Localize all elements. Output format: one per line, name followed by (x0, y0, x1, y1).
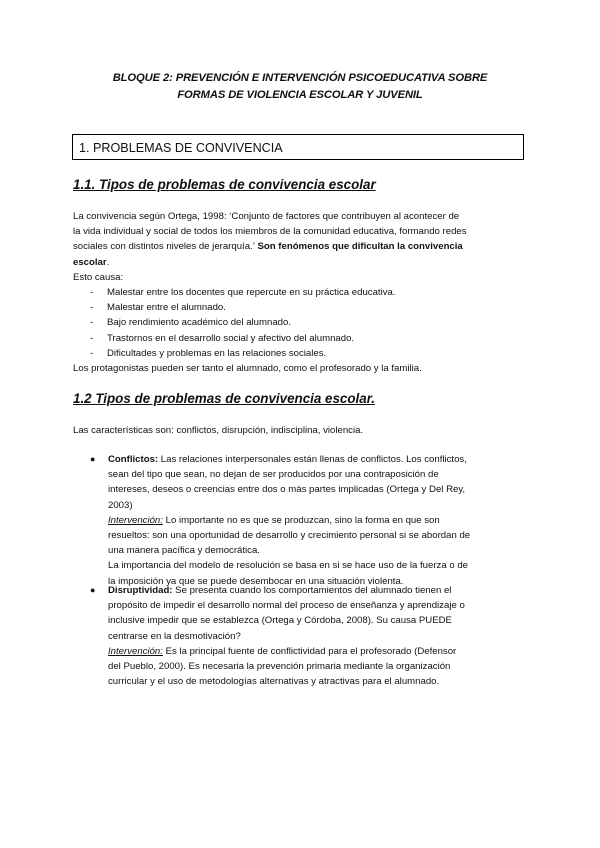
list-item: - Malestar entre los docentes que repercute en su práctica educativa. (90, 285, 396, 300)
characteristics-paragraph: Las características son: conflictos, disrupción, indisciplina, violencia. (73, 425, 364, 436)
document-title (60, 70, 540, 104)
paragraph-bold-text: Son fenómenos que dificultan la convivencia (254, 241, 463, 253)
bullet-dot-icon: ● (90, 585, 96, 595)
paragraph-line (73, 239, 533, 254)
section-1-heading: 1. PROBLEMAS DE CONVIVENCIA (79, 141, 283, 155)
list-item: - Dificultades y problemas en las relaciones sociales. (90, 346, 396, 361)
dash-bullet: - (90, 287, 94, 298)
list-item: - Malestar entre el alumnado. (90, 300, 396, 315)
bullet-dot-icon: ● (90, 454, 96, 464)
esto-causa-label: Esto causa: (73, 271, 124, 283)
intervencion-label: Intervención: (108, 645, 163, 657)
paragraph-bold-text: escolar (73, 256, 107, 268)
subsection-1-1-heading: 1.1. Tipos de problemas de convivencia escolar (73, 177, 376, 192)
dash-bullet: - (90, 332, 94, 344)
paragraph-line: la vida individual y social de todos los miembros de la comunidad educativa, formando redes (73, 226, 467, 238)
title-line-2: FORMAS DE VIOLENCIA ESCOLAR Y JUVENIL (177, 89, 423, 101)
list-item: - Bajo rendimiento académico del alumnado. (90, 315, 396, 330)
dash-bullet: - (90, 347, 94, 359)
intervencion-label: Intervención: (108, 514, 163, 526)
subsection-1-1-paragraph (73, 209, 533, 285)
bullet-conflictos: ● Conflictos: Las relaciones interpersonales están llenas de conflictos. Los conflictos, sean del tipo que sean, no dejan de ser producidos por una contraposición de intereses, deseos o creencias entre dos o más partes implicadas (Ortega y Del Rey, 2003) Intervención: Lo importante no es que se produzcan, sino la forma en que son resueltos: son una oportunidad de desarrollo y crecimiento personal si se abordan de una manera pacífica y democrática. La importancia del modelo de resolución se basa en si se hace uso de la fuerza o de la imposición ya que se puede desembocar en una situación violenta. (90, 454, 471, 587)
paragraph-text: . (106, 256, 110, 268)
list-item: - Trastornos en el desarrollo social y afectivo del alumnado. (90, 331, 396, 346)
paragraph-text: sociales con distintos niveles de jerarquía.’ (73, 241, 255, 253)
dash-bullet: - (90, 317, 94, 329)
paragraph-line: La convivencia según Ortega, 1998: ‘Conjunto de factores que contribuyen al acontecer de (73, 211, 460, 222)
section-1-heading-box (72, 134, 524, 160)
causes-list (90, 285, 396, 361)
subsection-1-2-heading: 1.2 Tipos de problemas de convivencia escolar. (73, 391, 375, 406)
title-line-1: BLOQUE 2: PREVENCIÓN E INTERVENCIÓN PSICOEDUCATIVA SOBRE (112, 72, 488, 84)
dash-bullet: - (90, 302, 94, 314)
disruptividad-label: Disruptividad: (108, 585, 173, 596)
conflictos-label: Conflictos: (108, 454, 159, 465)
paragraph-line (73, 255, 533, 270)
protagonists-paragraph: Los protagonistas pueden ser tanto el alumnado, como el profesorado y la familia. (73, 363, 422, 374)
bullet-disruptividad: ● Disruptividad: Se presenta cuando los comportamientos del alumnado tienen el propósito de impedir el desarrollo normal del proceso de enseñanza y aprendizaje o inclusive impedir que se establezca (Ortega y Córdoba, 2008). Su causa PUEDE centrarse en la desmotivación? Intervención: Es la principal fuente de conflictividad para el profesorado (Defensor del Pueblo, 2000). Es necesaria la prevención primaria mediante la organización curricular y el uso de metodologías alternativas y atractivas para el alumnado. (90, 585, 465, 688)
